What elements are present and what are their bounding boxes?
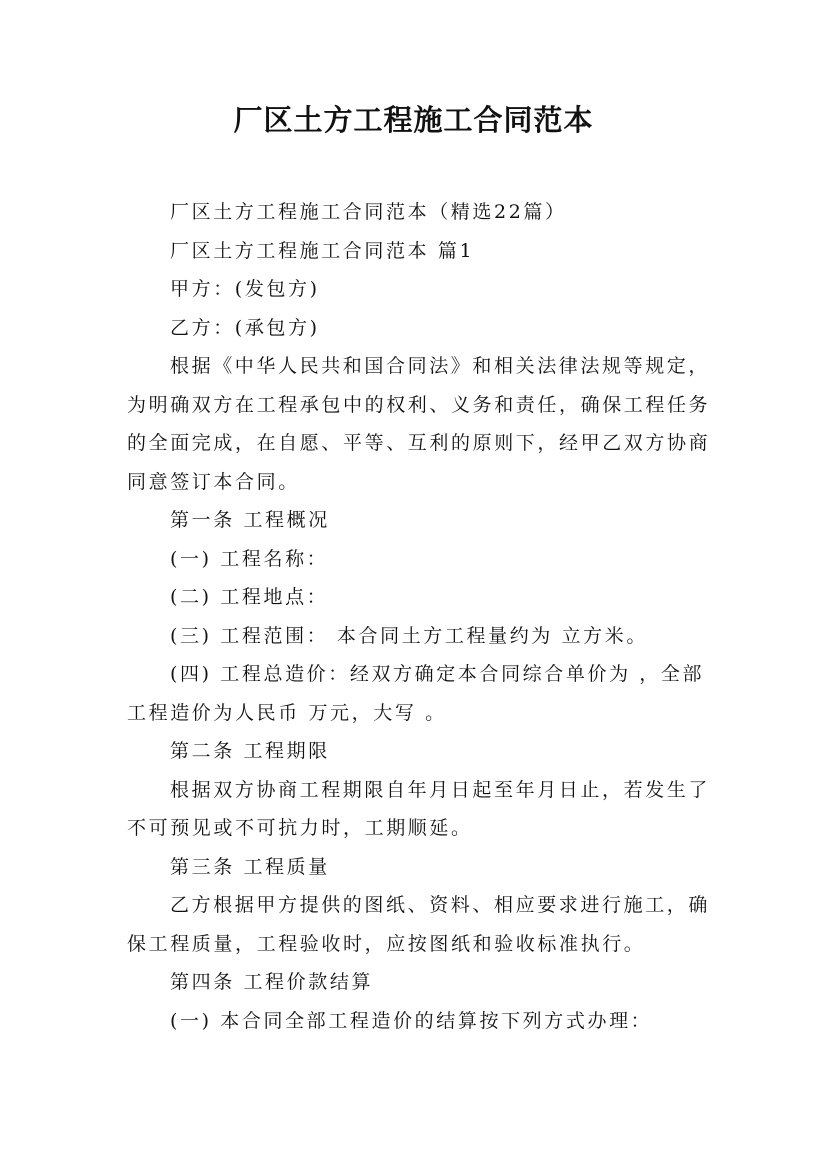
- paragraph-project-location: (二) 工程地点：: [170, 586, 329, 608]
- paragraph-project-name: (一) 工程名称：: [170, 547, 329, 570]
- paragraph-article-2-heading: 第二条 工程期限: [170, 740, 330, 762]
- document-body: [127, 193, 717, 1040]
- paragraph-party-b: 乙方：(承包方): [170, 316, 320, 339]
- paragraph-article-4-heading: 第四条 工程价款结算: [170, 971, 374, 993]
- paragraph-project-period: 根据双方协商工程期限自年月日起至年月日止，若发生了不可预见或不可抗力时，工期顺延。: [127, 778, 711, 839]
- paragraph-project-cost: (四) 工程总造价：经双方确定本合同综合单价为 ，全部工程造价为人民币 万元，大写 。: [127, 663, 705, 724]
- paragraph-party-a: 甲方：(发包方): [170, 278, 320, 300]
- document-title: 厂区土方工程施工合同范本: [233, 103, 594, 137]
- paragraph-project-quality: 乙方根据甲方提供的图纸、资料、相应要求进行施工，确保工程质量，工程验收时，应按图纸和验收标准执行。: [127, 894, 711, 955]
- paragraph-article-1-heading: 第一条 工程概况: [170, 509, 330, 531]
- paragraph-project-scope: (三) 工程范围： 本合同土方工程量约为 立方米。: [170, 624, 648, 647]
- paragraph-settlement: (一) 本合同全部工程造价的结算按下列方式办理：: [170, 1009, 653, 1032]
- paragraph-subtitle: 厂区土方工程施工合同范本（精选22篇）: [170, 201, 567, 223]
- paragraph-article-3-heading: 第三条 工程质量: [170, 855, 330, 878]
- paragraph-preamble: 根据《中华人民共和国合同法》和相关法律法规等规定，为明确双方在工程承包中的权利、义务和责任，确保工程任务的全面完成，在自愿、平等、互利的原则下，经甲乙双方协商同意签订本合同。: [127, 355, 711, 493]
- paragraph-section-heading: 厂区土方工程施工合同范本 篇1: [170, 239, 475, 262]
